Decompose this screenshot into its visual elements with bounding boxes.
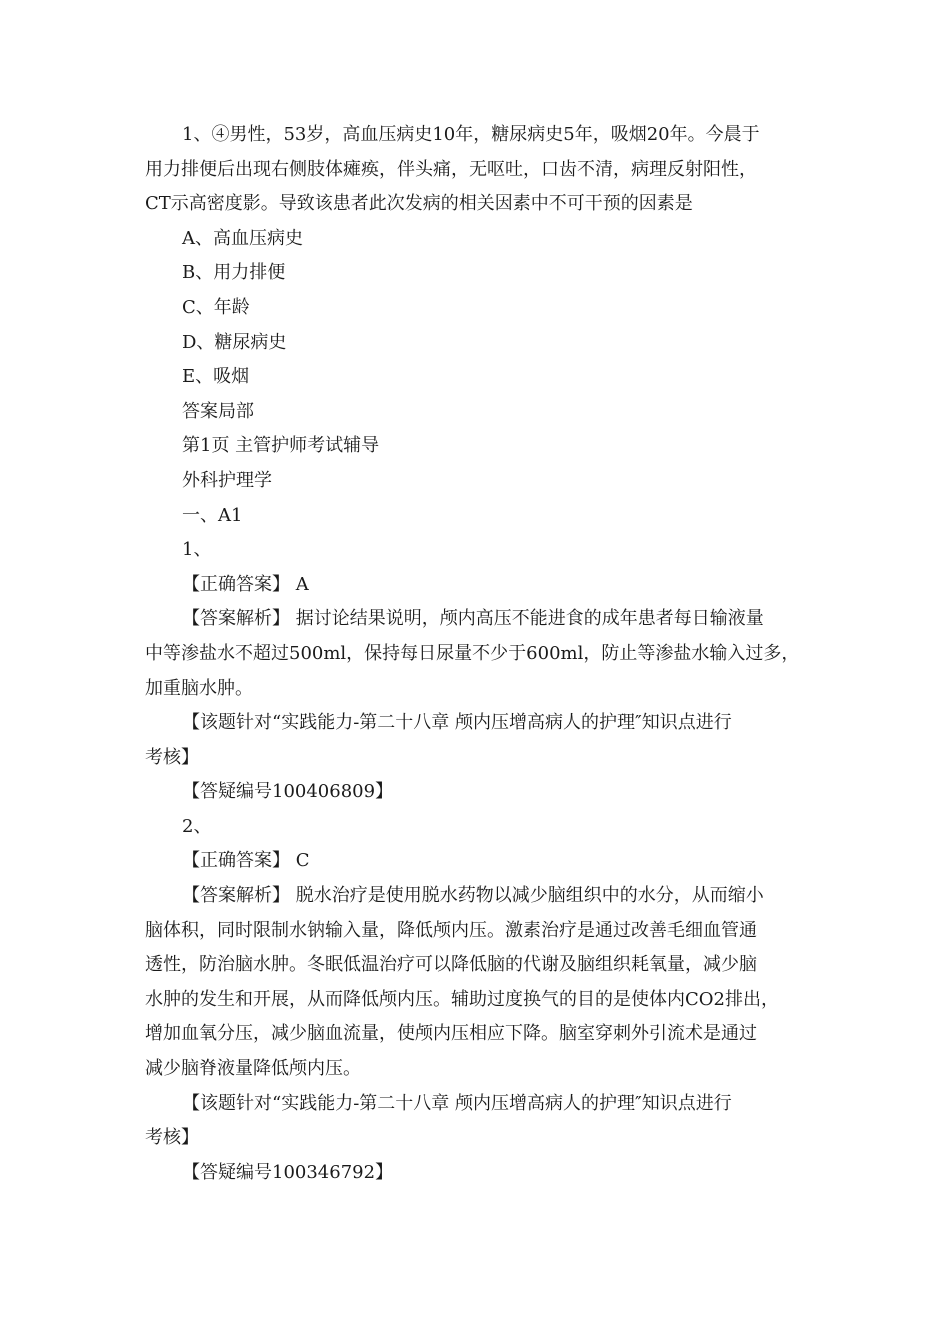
- subject-title: 外科护理学: [182, 469, 272, 491]
- target-line: 【该题针对“实践能力-第二十八章 颅内压增高病人的护理″知识点进行: [182, 712, 732, 734]
- item-number: 1、: [182, 539, 212, 561]
- answer-item-1: [145, 533, 817, 810]
- analysis-line: 脑体积，同时限制水钠输入量，降低颅内压。激素治疗是通过改善毛细血管通: [145, 919, 757, 941]
- analysis-line: 水肿的发生和开展，从而降低颅内压。辅助过度换气的目的是使体内CO2排出，: [145, 988, 779, 1010]
- option-a: A、高血压病史: [182, 227, 303, 249]
- option-e: E、吸烟: [182, 366, 250, 388]
- analysis-line: 加重脑水肿。: [145, 677, 253, 699]
- question-line: 用力排便后出现右侧肢体瘫痪，伴头痛，无呕吐，口齿不清，病理反射阳性，: [145, 158, 757, 180]
- question-line: CT示高密度影。导致该患者此次发病的相关因素中不可干预的因素是: [145, 193, 693, 215]
- answer-heading: 答案局部: [182, 400, 254, 422]
- question-line: 1、④男性，53岁，高血压病史10年，糖尿病史5年，吸烟20年。今晨于: [182, 124, 760, 145]
- analysis-line: 透性，防治脑水肿。冬眠低温治疗可以降低脑的代谢及脑组织耗氧量，减少脑: [145, 954, 757, 976]
- option-b: B、用力排便: [182, 262, 286, 284]
- qa-id: 【答疑编号100346792】: [182, 1161, 394, 1183]
- target-line: 考核】: [145, 746, 199, 768]
- option-d: D、糖尿病史: [182, 331, 287, 353]
- question-block: [145, 118, 817, 395]
- analysis-line: 【答案解析】 据讨论结果说明，颅内高压不能进食的成年患者每日输液量: [182, 608, 764, 630]
- document-body: [145, 118, 817, 1190]
- page-line: 第1页 主管护师考试辅导: [182, 435, 380, 457]
- correct-answer: 【正确答案】 A: [182, 573, 309, 595]
- qa-id: 【答疑编号100406809】: [182, 781, 394, 803]
- analysis-line: 【答案解析】 脱水治疗是使用脱水药物以减少脑组织中的水分，从而缩小: [182, 885, 764, 907]
- item-number: 2、: [182, 815, 212, 837]
- analysis-line: 中等渗盐水不超过500ml，保持每日尿量不少于600ml，防止等渗盐水输入过多，: [145, 642, 800, 664]
- answer-item-2: [145, 810, 817, 1191]
- target-line: 考核】: [145, 1127, 199, 1149]
- section-title: 一、A1: [182, 504, 243, 526]
- target-line: 【该题针对“实践能力-第二十八章 颅内压增高病人的护理″知识点进行: [182, 1092, 732, 1114]
- correct-answer: 【正确答案】 C: [182, 850, 310, 872]
- analysis-line: 减少脑脊液量降低颅内压。: [145, 1058, 361, 1080]
- analysis-line: 增加血氧分压，减少脑血流量，使颅内压相应下降。脑室穿刺外引流术是通过: [145, 1023, 757, 1045]
- answer-header: [145, 395, 817, 533]
- option-c: C、年龄: [182, 296, 250, 318]
